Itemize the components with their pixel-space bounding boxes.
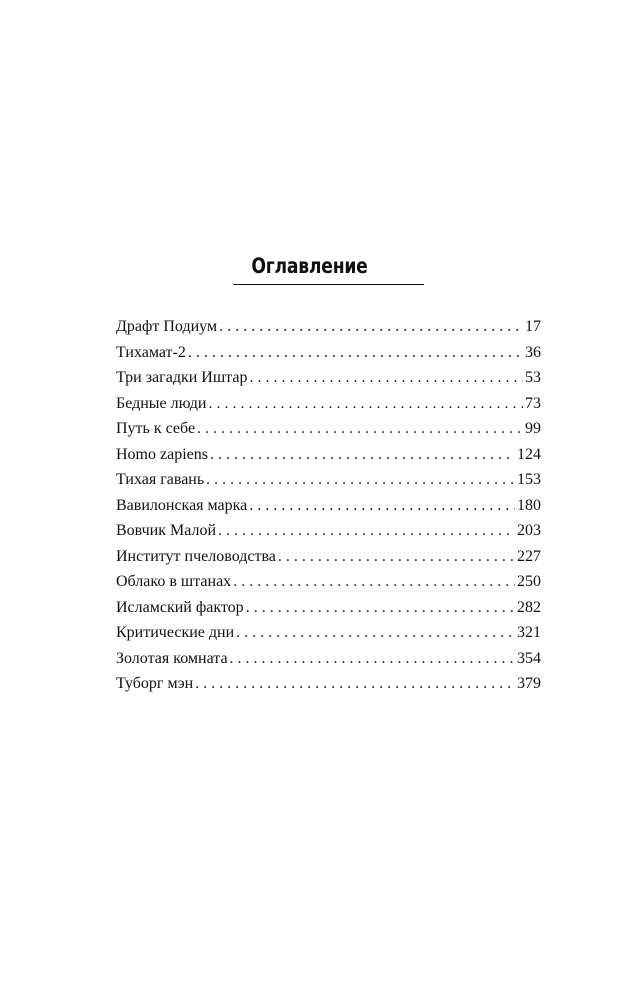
toc-entry-title: Homo zapiens — [116, 445, 208, 463]
dot-leader — [206, 467, 515, 493]
dot-leader — [233, 569, 515, 595]
toc-entry-title: Тихая гавань — [116, 471, 205, 488]
toc-entry-page: 227 — [517, 547, 541, 565]
toc-heading: Оглавление — [251, 254, 368, 278]
toc-entry-page: 282 — [517, 598, 541, 616]
toc-entry[interactable] — [116, 544, 541, 570]
dot-leader — [188, 340, 523, 366]
toc-entry-title: Облако в штанах — [116, 573, 232, 590]
toc-entry[interactable] — [116, 620, 541, 646]
toc-entry-page: 53 — [525, 369, 541, 386]
toc-entry[interactable] — [116, 467, 541, 493]
toc-entry-page: 17 — [525, 318, 541, 335]
toc-entry-page: 203 — [517, 522, 541, 539]
toc-entry-title: Критические дни — [116, 624, 235, 641]
toc-entry[interactable] — [116, 646, 541, 672]
dot-leader — [218, 518, 515, 544]
toc-entry[interactable] — [116, 442, 541, 468]
dot-leader — [208, 391, 523, 417]
toc-entry-title: Туборг мэн — [116, 675, 194, 692]
toc-entry-title: Вовчик Малой — [116, 522, 217, 539]
toc-entry-page: 99 — [525, 420, 541, 437]
toc-entry[interactable] — [116, 391, 541, 417]
toc-entry[interactable] — [116, 569, 541, 595]
dot-leader — [230, 646, 515, 672]
toc-entry-title: Путь к себе — [116, 420, 196, 437]
toc-entry-title: Три загадки Иштар — [116, 369, 248, 386]
toc-entry[interactable] — [116, 365, 541, 391]
toc-entry[interactable] — [116, 595, 541, 621]
toc-entry-title: Золотая комната — [116, 649, 228, 667]
toc-list — [116, 314, 541, 697]
toc-entry-title: Бедные люди — [116, 394, 207, 412]
dot-leader — [246, 595, 515, 621]
dot-leader — [249, 365, 523, 391]
toc-entry[interactable] — [116, 671, 541, 697]
toc-entry-page: 36 — [525, 343, 541, 361]
toc-entry-page: 73 — [525, 394, 541, 412]
toc-entry[interactable] — [116, 340, 541, 366]
toc-entry-page: 250 — [517, 573, 541, 590]
toc-entry[interactable] — [116, 314, 541, 340]
toc-entry-page: 180 — [517, 496, 541, 514]
toc-entry[interactable] — [116, 416, 541, 442]
toc-entry-title: Вавилонская марка — [116, 496, 248, 514]
toc-entry-title: Институт пчеловодства — [116, 547, 276, 565]
dot-leader — [197, 416, 523, 442]
dot-leader — [236, 620, 515, 646]
toc-entry-page: 379 — [517, 675, 541, 692]
dot-leader — [219, 314, 523, 340]
toc-entry-title: Драфт Подиум — [116, 318, 218, 335]
toc-entry-title: Исламский фактор — [116, 598, 244, 616]
dot-leader — [210, 442, 515, 468]
toc-entry-page: 354 — [517, 649, 541, 667]
toc-entry-page: 153 — [517, 471, 541, 488]
heading-underline — [233, 284, 424, 285]
toc-entry-title: Тихамат-2 — [116, 343, 186, 361]
toc-entry[interactable] — [116, 493, 541, 519]
dot-leader — [195, 671, 515, 697]
dot-leader — [249, 493, 515, 519]
toc-entry-page: 124 — [517, 445, 541, 463]
toc-entry-page: 321 — [517, 624, 541, 641]
toc-entry[interactable] — [116, 518, 541, 544]
dot-leader — [278, 544, 515, 570]
